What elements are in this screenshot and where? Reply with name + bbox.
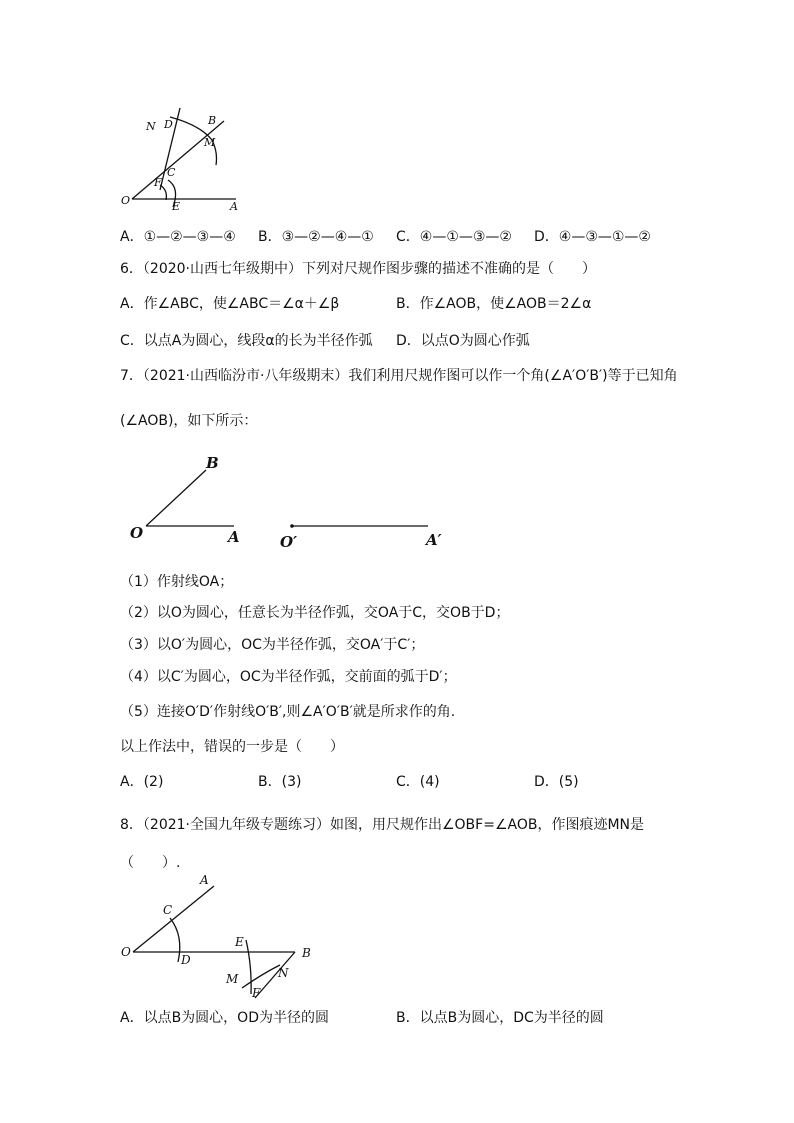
q7-option-d: D．(5)	[534, 774, 579, 790]
q7-step-2: （2）以O为圆心，任意长为半径作弧，交OA于C，交OB于D；	[120, 605, 510, 621]
fig1-label-o: O	[121, 194, 131, 207]
fig1-label-d: D	[164, 118, 173, 131]
fig1-label-f: F	[154, 176, 162, 189]
q5-option-c: C．④—①—③—②	[396, 229, 512, 245]
q5-option-d: D．④—③—①—②	[534, 229, 651, 245]
q7-stem-line2: (∠AOB)，如下所示：	[120, 413, 258, 429]
fig3-label-f: F	[252, 986, 261, 1000]
fig2-label-o-prime: O′	[280, 533, 298, 551]
q5-option-b: B．③—②—④—①	[258, 229, 374, 245]
fig3-label-o: O	[121, 945, 131, 959]
fig3-label-a: A	[200, 873, 209, 887]
q7-option-c: C．(4)	[396, 774, 440, 790]
fig2-label-b: B	[206, 454, 219, 472]
fig2-label-o: O	[130, 524, 144, 542]
q8-option-b: B．以点B为圆心，DC为半径的圆	[396, 1010, 604, 1026]
q7-step-3: （3）以O′为圆心，OC为半径作弧，交OA′于C′；	[120, 637, 425, 653]
fig3-label-b: B	[302, 946, 311, 960]
fig1-label-e: E	[172, 200, 181, 213]
fig1-label-m: M	[204, 136, 216, 149]
q7-option-b: B．(3)	[258, 774, 302, 790]
q7-step-1: （1）作射线OA；	[120, 574, 234, 590]
q7-stem-line1: 7．（2021·山西临汾市·八年级期末）我们利用尺规作图可以作一个角(∠A′O′B′)等于已知角	[120, 368, 678, 384]
fig1-label-a: A	[230, 200, 238, 213]
q6-option-d: D．以点O为圆心作弧	[396, 333, 530, 349]
fig3-label-c: C	[163, 903, 173, 917]
q8-option-a: A．以点B为圆心，OD为半径的圆	[120, 1010, 329, 1026]
fig3-label-d: D	[181, 953, 191, 967]
fig3-label-n: N	[278, 966, 289, 980]
q8-stem: 8．（2021·全国九年级专题练习）如图，用尺规作出∠OBF=∠AOB，作图痕迹MN是	[120, 817, 645, 833]
q7-question: 以上作法中，错误的一步是（ ）	[120, 739, 344, 755]
fig1-label-n: N	[146, 120, 156, 133]
q6-stem: 6．（2020·山西七年级期中）下列对尺规作图步骤的描述不准确的是（ ）	[120, 261, 596, 277]
fig3-label-m: M	[226, 972, 239, 986]
q7-step-5: （5）连接O′D′作射线O′B′,则∠A′O′B′就是所求作的角.	[120, 704, 456, 720]
q6-option-a: A．作∠ABC，使∠ABC＝∠α＋∠β	[120, 296, 340, 312]
q7-step-4: （4）以C′为圆心，OC为半径作弧，交前面的弧于D′；	[120, 669, 457, 685]
fig1-label-c: C	[167, 166, 176, 179]
q8-paren: （ ）.	[120, 855, 181, 871]
q7-option-a: A．(2)	[120, 774, 164, 790]
fig3-label-e: E	[235, 935, 244, 949]
fig2-label-a-prime: A′	[426, 531, 442, 549]
q5-option-a: A．①—②—③—④	[120, 229, 236, 245]
fig2-label-a: A	[228, 528, 240, 546]
q6-option-c: C．以点A为圆心，线段α的长为半径作弧	[120, 333, 373, 349]
fig1-label-b: B	[208, 114, 217, 127]
q6-option-b: B．作∠AOB，使∠AOB＝2∠α	[396, 296, 592, 312]
